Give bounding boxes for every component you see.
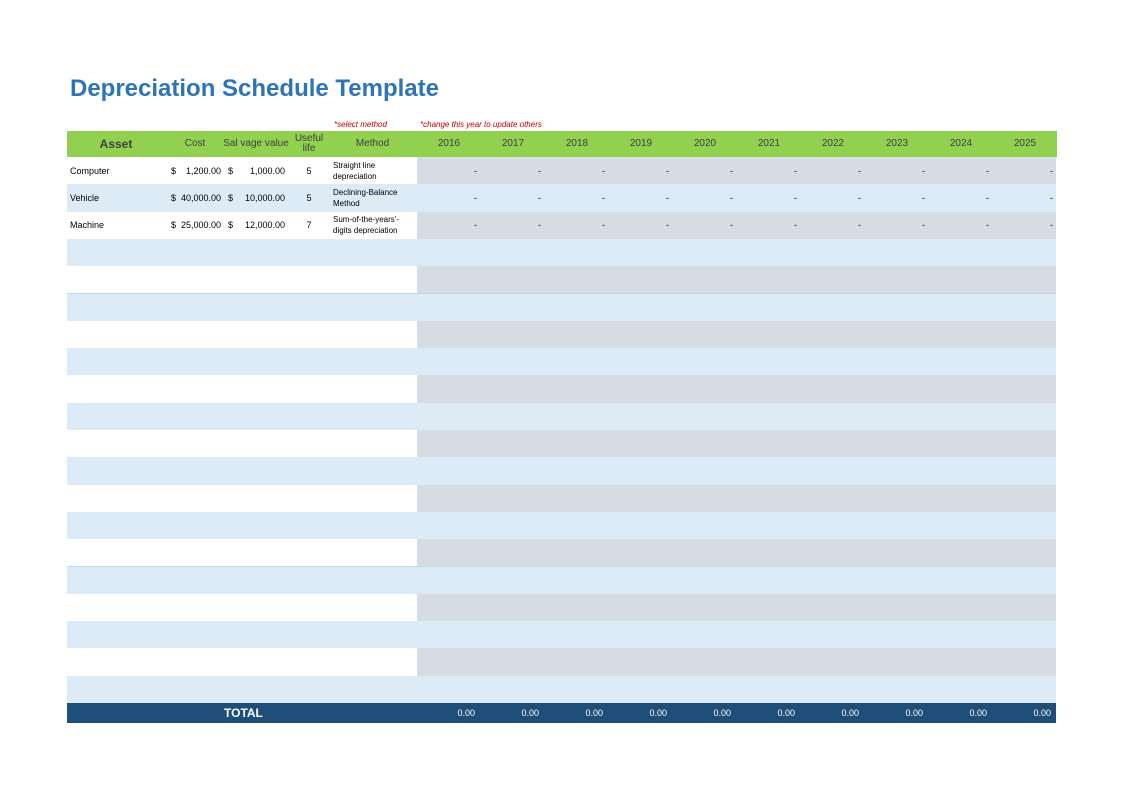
depreciation-value-cell: - [538, 192, 541, 203]
cost-currency-symbol[interactable]: $ [171, 220, 177, 231]
total-value-cell: 0.00 [713, 708, 731, 718]
header-year: 2024 [929, 131, 993, 157]
depreciation-value-cell: - [922, 165, 925, 176]
empty-table-row [67, 457, 1056, 485]
depreciation-value-cell: - [730, 165, 733, 176]
cost-cell[interactable]: 1,200.00 [185, 165, 221, 176]
total-value-cell: 0.00 [585, 708, 603, 718]
header-year: 2017 [481, 131, 545, 157]
header-year: 2018 [545, 131, 609, 157]
depreciation-value-cell: - [538, 165, 541, 176]
useful-life-cell[interactable]: 5 [306, 165, 312, 176]
depreciation-value-cell: - [794, 220, 797, 231]
header-year: 2016 [417, 131, 481, 157]
depreciation-value-cell: - [922, 220, 925, 231]
depreciation-value-cell: - [858, 220, 861, 231]
total-value-cell: 0.00 [521, 708, 539, 718]
cost-cell[interactable]: 25,000.00 [180, 220, 221, 231]
depreciation-value-cell: - [986, 192, 989, 203]
empty-table-row [67, 239, 1056, 267]
depreciation-value-cell: - [730, 192, 733, 203]
header-year: 2020 [673, 131, 737, 157]
salvage-value-cell[interactable]: 10,000.00 [244, 192, 285, 203]
method-cell[interactable]: Sum-of-the-years'-digits depreciation [333, 215, 399, 236]
asset-name-cell[interactable]: Machine [70, 220, 105, 231]
salvage-currency-symbol[interactable]: $ [228, 165, 234, 176]
useful-life-cell[interactable]: 7 [306, 220, 312, 231]
cost-currency-symbol[interactable]: $ [171, 165, 177, 176]
depreciation-value-cell: - [474, 192, 477, 203]
total-value-cell: 0.00 [905, 708, 923, 718]
header-year: 2019 [609, 131, 673, 157]
depreciation-value-cell: - [666, 192, 669, 203]
salvage-currency-symbol[interactable]: $ [228, 220, 234, 231]
header-cost: Cost [165, 131, 225, 157]
total-label: TOTAL [224, 706, 263, 720]
year-cells-shading [417, 648, 1056, 676]
depreciation-value-cell: - [986, 220, 989, 231]
total-value-cell: 0.00 [841, 708, 859, 718]
asset-name-cell[interactable]: Computer [70, 165, 110, 176]
depreciation-value-cell: - [538, 220, 541, 231]
year-cells-shading [417, 321, 1056, 349]
depreciation-value-cell: - [602, 192, 605, 203]
method-cell[interactable]: Straight line depreciation [333, 160, 377, 181]
header-year: 2023 [865, 131, 929, 157]
empty-table-row [67, 403, 1056, 431]
header-year: 2021 [737, 131, 801, 157]
empty-table-row [67, 294, 1056, 322]
empty-table-row [67, 348, 1056, 376]
empty-table-row [67, 567, 1056, 595]
total-value-cell: 0.00 [457, 708, 475, 718]
cost-cell[interactable]: 40,000.00 [180, 192, 221, 203]
year-cells-shading [417, 430, 1056, 458]
depreciation-value-cell: - [1050, 165, 1053, 176]
year-cells-shading [417, 375, 1056, 403]
year-cells-shading [417, 485, 1056, 513]
header-method: Method [328, 131, 417, 157]
depreciation-value-cell: - [1050, 220, 1053, 231]
salvage-value-cell[interactable]: 12,000.00 [244, 220, 285, 231]
salvage-value-cell[interactable]: 1,000.00 [249, 165, 285, 176]
header-year: 2025 [993, 131, 1057, 157]
depreciation-value-cell: - [666, 165, 669, 176]
depreciation-value-cell: - [794, 192, 797, 203]
header-asset: Asset [67, 131, 165, 157]
useful-life-cell[interactable]: 5 [306, 192, 312, 203]
asset-name-cell[interactable]: Vehicle [70, 192, 100, 203]
year-cells-shading [417, 539, 1056, 567]
depreciation-value-cell: - [794, 165, 797, 176]
cost-currency-symbol[interactable]: $ [171, 192, 177, 203]
empty-table-row [67, 676, 1056, 704]
depreciation-value-cell: - [474, 220, 477, 231]
change-year-note: *change this year to update others [420, 120, 542, 129]
depreciation-value-cell: - [858, 165, 861, 176]
empty-table-row [67, 512, 1056, 540]
total-value-cell: 0.00 [777, 708, 795, 718]
depreciation-value-cell: - [474, 165, 477, 176]
total-value-cell: 0.00 [969, 708, 987, 718]
total-value-cell: 0.00 [1033, 708, 1051, 718]
salvage-currency-symbol[interactable]: $ [228, 192, 234, 203]
select-method-note: *select method [334, 120, 387, 129]
header-year: 2022 [801, 131, 865, 157]
header-salvage-value: Sal vage value [222, 131, 290, 157]
year-cells-shading [417, 594, 1056, 622]
depreciation-value-cell: - [602, 220, 605, 231]
depreciation-value-cell: - [986, 165, 989, 176]
empty-table-row [67, 621, 1056, 649]
depreciation-value-cell: - [1050, 192, 1053, 203]
depreciation-value-cell: - [666, 220, 669, 231]
depreciation-value-cell: - [730, 220, 733, 231]
depreciation-value-cell: - [858, 192, 861, 203]
page-title: Depreciation Schedule Template [70, 75, 439, 102]
year-cells-shading [417, 266, 1056, 294]
header-useful-life: Useful life [290, 131, 328, 157]
depreciation-value-cell: - [922, 192, 925, 203]
method-cell[interactable]: Declining-Balance Method [333, 187, 398, 208]
total-value-cell: 0.00 [649, 708, 667, 718]
depreciation-value-cell: - [602, 165, 605, 176]
